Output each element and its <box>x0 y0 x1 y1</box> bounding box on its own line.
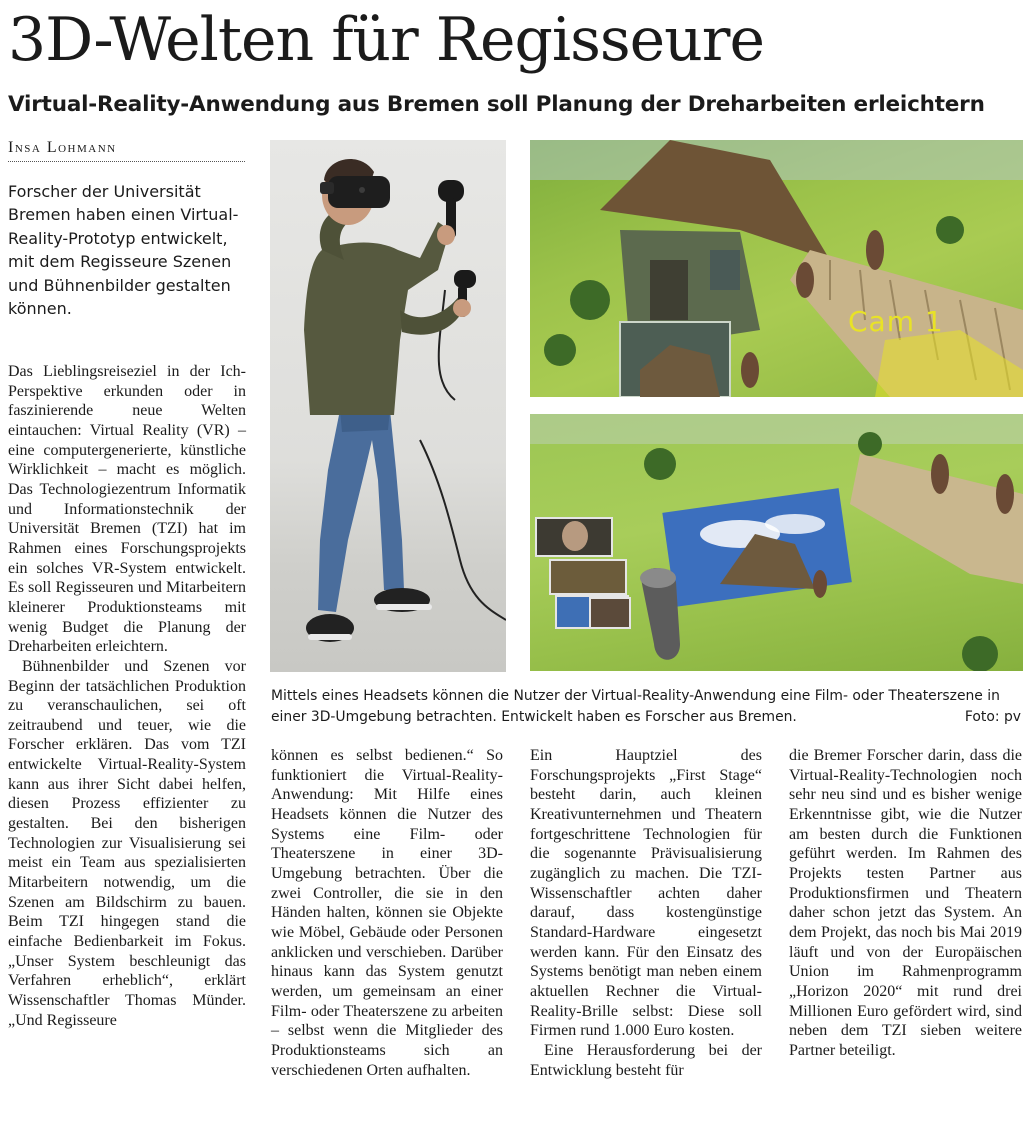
article-column-2 <box>271 746 503 1080</box>
article-column-4 <box>789 746 1022 1061</box>
article-column-1 <box>8 362 246 1030</box>
paragraph: Das Lieblingsreiseziel in der Ich-Perspektive erkunden oder in faszinierende neue Welten eintauchen: Virtual Reality (VR) – eine computergenerierte, künstliche Wirklichkeit – macht es möglich. Das Technologiezentrum Informatik und Informationstechnik der Universität Bremen (TZI) hat im Rahmen eines Forschungsprojekts ein solches VR-System entwickelt. Es soll Regisseuren und Mitarbeitern kleinerer Produktionsteams mit wenig Budget die Planung der Dreharbeiten erleichtern. <box>8 363 246 656</box>
article-column-3 <box>530 746 762 1080</box>
paragraph: können es selbst bedienen.“ So funktioniert die Virtual-Reality-Anwendung: Mit Hilfe eines Headsets können die Nutzer des Systems eine Film- oder Theaterszene in einer 3D-Umgebung betrachten. Über die zwei Controller, die sie in den Händen halten, können sie Objekte wie Möbel, Gebäude oder Personen anklicken und verschieben. Darüber hinaus kann das System genutzt werden, um gemeinsam an einer Film- oder Theaterszene zu arbeiten – selbst wenn die Mitglieder des Produktionsteams sich an verschiedenen Orten aufhalten. <box>271 747 503 1079</box>
teaser-lead: Forscher der Universität Bremen haben einen Virtual-Reality-Prototyp entwickelt, mit dem Regisseure Szenen und Bühnenbilder gestalten können. <box>8 182 239 319</box>
camera-label: Cam 1 <box>848 305 944 338</box>
paragraph: Bühnenbilder und Szenen vor Beginn der tatsächlichen Produktion zu veranschaulichen, sei oft zeitraubend und teuer, wie die Forscher erklären. Das vom TZI entwickelte Virtual-Reality-System kann aus ihrer Sicht dabei helfen, diesen Prozess effizienter zu gestalten. Bei den bisherigen Technologien zur Visualisierung sei meist ein Team aus spezialisierten Mitarbeitern notwendig, um die Szenen am Bildschirm zu bauen. Beim TZI hingegen stand die einfache Bedienbarkeit im Fokus. „Unser System beschleunigt das Verfahren erheblich“, erklärt Wissenschaftler Thomas Münder. „Und Regisseure <box>8 657 246 1029</box>
subheadline: Virtual-Reality-Anwendung aus Bremen soll Planung der Dreharbeiten erleichtern <box>8 92 985 117</box>
person-illustration <box>270 140 506 672</box>
photo-caption <box>271 686 1021 727</box>
paragraph: Ein Hauptziel des Forschungsprojekts „First Stage“ besteht darin, auch kleinen Kreativunternehmen und Theatern fortgeschrittene Technologien für die sogenannte Prävisualisierung zugänglich zu machen. Die TZI-Wissenschaftler achten daher darauf, dass kostengünstige Standard-Hardware eingesetzt werden kann. Für den Einsatz des Systems benötigt man neben einem aktuellen Rechner die Virtual-Reality-Brille selbst: Diese soll Firmen rund 1.000 Euro kosten. <box>530 747 762 1040</box>
photo-vr-scene-camera-view <box>530 140 1023 397</box>
photo-credit: Foto: pv <box>964 708 1021 725</box>
paragraph: die Bremer Forscher darin, dass die Virtual-Reality-Technologien noch sehr neu sind und es bisher wenige Erkenntnisse gibt, wie die Nutzer am besten durch die Funktionen geführt werden. Im Rahmen des Projekts testen Partner aus Produktionsfirmen und Theatern daher schon jetzt das System. An dem Projekt, das noch bis Mai 2019 läuft und von der Europäischen Union im Rahmenprogramm „Horizon 2020“ mit rund drei Millionen Euro gefördert wird, sind neben dem TZI sieben weitere Partner beteiligt. <box>789 747 1022 1059</box>
paragraph: Eine Herausforderung bei der Entwicklung besteht für <box>530 1041 762 1079</box>
photo-person-vr-headset <box>270 140 506 672</box>
vr-scene-overview-illustration <box>530 414 1023 671</box>
vr-scene-illustration <box>530 140 1023 397</box>
photo-vr-scene-overview <box>530 414 1023 671</box>
headline: 3D-Welten für Regisseure <box>8 5 764 75</box>
caption-text: Mittels eines Headsets können die Nutzer der Virtual-Reality-Anwendung eine Film- oder Theaterszene in einer 3D-Umgebung betrachten. Entwickelt haben es Forscher aus Bremen. <box>271 688 1000 725</box>
author-byline: Insa Lohmann <box>8 138 245 162</box>
